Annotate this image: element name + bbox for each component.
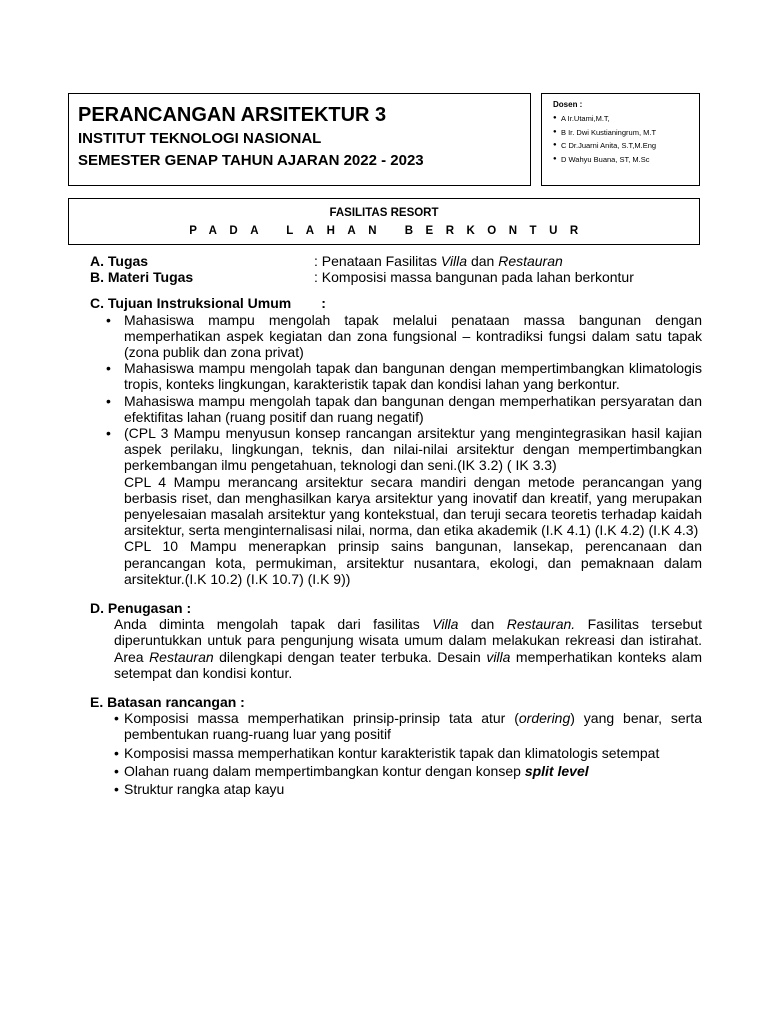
batasan-heading: E. Batasan rancangan : [90, 694, 245, 711]
dosen-label: Dosen : [553, 100, 583, 109]
dosen-item: ● B Ir. Dwi Kustianingrum, M.T [553, 126, 699, 140]
tugas-value-mid: dan [467, 253, 499, 269]
tugas-label: A. Tugas [90, 253, 149, 269]
list-item: • Komposisi massa memperhatikan kontur karakteristik tapak dan klimatologis setempat [124, 745, 702, 761]
assignment-content [90, 253, 702, 799]
list-item: • Mahasiswa mampu mengolah tapak melalui penataan massa bangunan dengan memperhatikan aspek kegiatan dan zona fungsional – kontradiksi fungsi dalam satu tapak (zona publik dan zona privat) [124, 312, 702, 361]
tugas-value [314, 253, 563, 269]
tujuan-heading [90, 295, 702, 311]
list-item: • Mahasiswa mampu mengolah tapak dan bangunan dengan memperhatikan persyaratan dan efektifitas lahan (ruang positif dan ruang negatif) [124, 393, 702, 425]
batasan-text: Olahan ruang dalam mempertimbangkan kontur dengan konsep [124, 762, 525, 779]
list-item-cpl [124, 425, 702, 587]
penugasan-villa: Villa [432, 616, 459, 633]
materi-row [90, 269, 702, 285]
materi-label: B. Materi Tugas [90, 269, 194, 286]
batasan-text: ) yang benar, serta pembentukan ruang-ruang luar yang positif [124, 710, 702, 743]
batasan-list [90, 710, 702, 797]
penugasan-heading: D. Penugasan : [90, 600, 192, 617]
penugasan-text: memperhatikan konteks alam setempat dan kondisi kontur. [114, 648, 702, 681]
batasan-ordering: ordering [518, 710, 571, 727]
dosen-item: ● D Wahyu Buana, ST, M.Sc [553, 153, 699, 167]
course-title: PERANCANGAN ARSITEKTUR 3 [78, 104, 387, 126]
dosen-box [541, 93, 700, 186]
tugas-row [90, 253, 702, 269]
tujuan-list [90, 312, 702, 587]
list-item: • Mahasiswa mampu mengolah tapak dan bangunan dengan mempertimbangkan klimatologis tropis, konteks lingkungan, karakteristik tapak dan kondisi lahan yang berkontur. [124, 360, 702, 392]
tugas-value-text: : Penataan Fasilitas [314, 253, 441, 269]
list-item [124, 710, 702, 742]
title-box [68, 93, 531, 186]
semester-info: SEMESTER GENAP TAHUN AJARAN 2022 - 2023 [78, 152, 424, 169]
tugas-restauran: Restauran [498, 253, 563, 269]
list-item: • Struktur rangka atap kayu [124, 781, 702, 797]
penugasan-text: Fasilitas tersebut diperuntukkan untuk para pengunjung wisata umum dalam melakukan rekreasi dan istirahat. Area [114, 616, 703, 665]
cpl-4: CPL 4 Mampu merancang arsitektur secara mandiri dengan metode perancangan yang berbasis riset, dan menghasilkan karya arsitektur yang inovatif dan kreatif, yang merupakan penyelesaian masalah arsitektur yang kontekstual, dan teruji secara teoretis terhadap kaidah arsitektur, serta menginternalisasi nilai, norma, dan etika akademik (I.K 4.1) (I.K 4.2) (I.K 4.3) [124, 473, 702, 539]
tujuan-colon: : [321, 295, 326, 312]
dosen-list [553, 112, 699, 166]
topic-subtitle: PADA LAHAN BERKONTUR [189, 225, 591, 237]
penugasan-text: dan [458, 616, 507, 633]
penugasan-text: Anda diminta mengolah tapak dari fasilitas [114, 616, 433, 633]
cpl-3: • (CPL 3 Mampu menyusun konsep rancangan arsitektur yang mengintegrasikan hasil kajian aspek perilaku, lingkungan, teknis, dan nilai-nilai arsitektur dengan mempertimbangkan perkembangan ilmu pengetahuan, teknologi dan seni.(IK 3.2) ( IK 3.3) [124, 425, 702, 474]
institution-name: INSTITUT TEKNOLOGI NASIONAL [78, 130, 322, 147]
batasan-split-level: split level [524, 762, 589, 779]
list-item [124, 763, 702, 779]
cpl-10: CPL 10 Mampu menerapkan prinsip sains bangunan, lansekap, perencanaan dan perancangan kota, permukiman, arsitektur nusantara, ekologi, dan pemaknaan dalam arsitektur.(I.K 10.2) (I.K 10.7) (I.K 9)) [124, 538, 702, 587]
penugasan-paragraph [90, 616, 702, 681]
batasan-text: Komposisi massa memperhatikan prinsip-prinsip tata atur ( [124, 710, 519, 727]
dosen-item: ● A Ir.Utami,M.T, [553, 112, 699, 126]
tujuan-heading-text: C. Tujuan Instruksional Umum [90, 295, 292, 312]
penugasan-text: dilengkapi dengan teater terbuka. Desain [213, 648, 487, 665]
topic-box [68, 198, 700, 245]
penugasan-restauran: Restauran. [506, 616, 576, 633]
tugas-villa: Villa [440, 253, 468, 269]
penugasan-villa-2: villa [486, 648, 511, 665]
dosen-item: ● C Dr.Juarni Anita, S.T,M.Eng [553, 139, 699, 153]
topic-title: FASILITAS RESORT [329, 207, 439, 219]
penugasan-restauran-2: Restauran [149, 648, 214, 665]
materi-value: : Komposisi massa bangunan pada lahan berkontur [314, 269, 634, 286]
